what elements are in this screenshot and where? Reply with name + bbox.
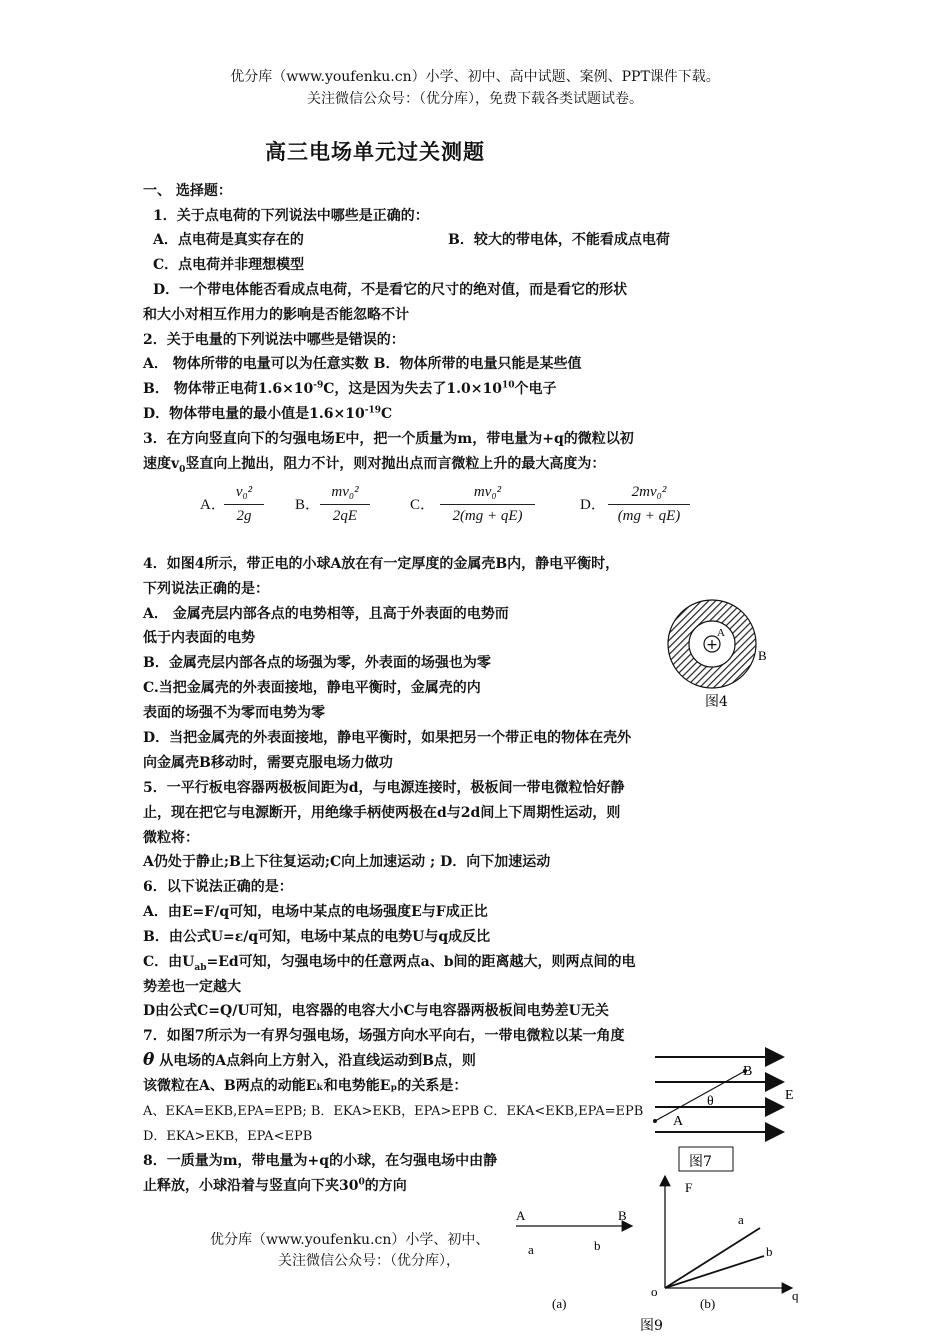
- q2-option-c: B． 物体带正电荷$1.6\times 10^{-9}C$，这是因为失去了$1.0\times 10^{10}$个电子: [143, 380, 557, 397]
- plus-sign: +: [706, 637, 718, 653]
- label-a: A: [717, 627, 725, 639]
- q5-line1: 5．一平行板电容器两极板间距为d，与电源连接时，极板间一带电微粒恰好静: [143, 780, 625, 796]
- footer-line-1: 优分库（www.youfenku.cn）小学、初中、: [210, 1232, 490, 1248]
- figure-9-diagram: [500, 1170, 810, 1340]
- q7-options-line2: D．EKA>EKB，EPA<EPB: [143, 1129, 313, 1144]
- q7-options-line1: A、EKA=EKB,EPA=EPB; B．EKA>EKB，EPA>EPB C．EKA<EKB,EPA=EPB: [143, 1104, 644, 1119]
- label-F: F: [685, 1180, 693, 1195]
- q4-line1: 4．如图4所示，带正电的小球A放在有一定厚度的金属壳B内，静电平衡时，: [143, 556, 620, 572]
- q4-option-b: B．金属壳层内部各点的场强为零，外表面的场强也为零: [143, 655, 491, 671]
- label-theta: θ: [707, 1094, 714, 1109]
- q1-option-a: A．点电荷是真实存在的: [153, 232, 304, 248]
- label-origin: o: [651, 1284, 658, 1299]
- q7-line1: 7．如图7所示为一有界匀强电场，场强方向水平向右，一带电微粒以某一角度: [143, 1028, 625, 1044]
- q3-option-b-label: B．: [295, 497, 321, 513]
- particle-path: [655, 1071, 745, 1121]
- q5-options: A仍处于静止;B上下往复运动;C向上加速运动 ; D．向下加速运动: [143, 854, 551, 870]
- figure-4-shell-diagram: [660, 592, 780, 717]
- q6-option-b: B．由公式U=ε/q可知，电场中某点的电势U与q成反比: [143, 929, 491, 945]
- q6-option-c-line1: C．由$U_{ab}=Ed$可知，匀强电场中的任意两点a、b间的距离越大，则两点间的电: [143, 954, 636, 973]
- q4-option-a-line2: 低于内表面的电势: [143, 630, 255, 646]
- q4-line2: 下列说法正确的是：: [143, 581, 269, 597]
- label-B: B: [618, 1208, 627, 1223]
- line-a: [665, 1228, 760, 1288]
- header-line-2: 关注微信公众号：（优分库），免费下载各类试题试卷。: [307, 91, 643, 107]
- q1-option-d-line1: D．一个带电体能否看成点电荷，不是看它的尺寸的绝对值，而是看它的形状: [153, 282, 628, 298]
- q3-option-a-fraction: $\frac{\text{v₀²}}{2g}$: [224, 484, 264, 525]
- q3-line1: 3．在方向竖直向下的匀强电场E中，把一个质量为m，带电量为+q的微粒以初: [143, 431, 634, 447]
- label-a: A: [673, 1114, 684, 1129]
- q3-option-d-label: D．: [580, 497, 606, 513]
- figure-4-caption: 图4: [705, 694, 728, 710]
- q2-options-ab: A． 物体所带的电量可以为任意实数 B．物体所带的电量只能是某些值: [143, 356, 582, 372]
- q4-option-c-line2: 表面的场强不为零而电势为零: [143, 705, 325, 721]
- caption-a: (a): [552, 1296, 567, 1311]
- q2-option-d: D．物体带电量的最小值是$1.6\times 10^{-19}C$: [143, 405, 393, 422]
- label-b: B: [743, 1064, 753, 1079]
- q1-option-c: C．点电荷并非理想模型: [153, 257, 305, 273]
- q3-option-b-fraction: $\frac{\text{mv₀²}}{2qE}$: [320, 484, 370, 525]
- caption-b: (b): [700, 1296, 716, 1311]
- label-b: B: [758, 648, 767, 663]
- footer-line-2: 关注微信公众号：（优分库），: [278, 1253, 460, 1269]
- q5-line3: 微粒将：: [143, 830, 199, 846]
- label-line-a: a: [738, 1212, 744, 1227]
- page-title: 高三电场单元过关测题: [265, 140, 485, 164]
- q4-option-d-line1: D．当把金属壳的外表面接地，静电平衡时，如果把另一个带正电的物体在壳外: [143, 730, 632, 746]
- line-b: [665, 1256, 764, 1288]
- label-A: A: [516, 1208, 526, 1223]
- figure-7-caption: 图7: [689, 1154, 712, 1170]
- label-a-segment: a: [528, 1242, 534, 1257]
- q8-line1: 8．一质量为m，带电量为+q的小球，在匀强电场中由静: [143, 1153, 498, 1169]
- label-q: q: [792, 1288, 799, 1303]
- q4-option-d-line2: 向金属壳B移动时，需要克服电场力做功: [143, 755, 393, 771]
- figure-7-field-diagram: [645, 1045, 805, 1173]
- figure-9-caption: 图9: [640, 1318, 663, 1334]
- q3-option-d-fraction: $\frac{\text{2mv₀²}}{(mg + qE)}$: [608, 484, 690, 525]
- q6-option-d: D由公式C=Q/U可知，电容器的电容大小C与电容器两极板间电势差U无关: [143, 1003, 609, 1019]
- q3-line2: 速度$v_0$竖直向上抛出，阻力不计，则对抛出点而言微粒上升的最大高度为：: [143, 456, 606, 475]
- label-e: E: [785, 1088, 794, 1103]
- q4-option-c-line1: C.当把金属壳的外表面接地，静电平衡时，金属壳的内: [143, 680, 481, 696]
- q7-line2: θ 从电场的A点斜向上方射入，沿直线运动到B点，则: [143, 1050, 476, 1070]
- section-heading: 一、 选择题：: [143, 183, 232, 199]
- q6-option-c-line2: 势差也一定越大: [143, 979, 241, 995]
- q1-option-b: B．较大的带电体，不能看成点电荷: [448, 232, 670, 248]
- q3-option-c-fraction: $\frac{\text{mv₀²}}{2(mg + qE)}$: [440, 484, 535, 525]
- label-line-b: b: [766, 1244, 773, 1259]
- q2-stem: 2．关于电量的下列说法中哪些是错误的：: [143, 332, 405, 348]
- q3-option-a-label: A．: [200, 497, 226, 513]
- q1-stem: 1．关于点电荷的下列说法中哪些是正确的：: [153, 208, 429, 224]
- q5-line2: 止，现在把它与电源断开，用绝缘手柄使两极在d与2d间上下周期性运动，则: [143, 805, 621, 821]
- q6-stem: 6．以下说法正确的是：: [143, 879, 293, 895]
- q4-option-a-line1: A． 金属壳层内部各点的电势相等，且高于外表面的电势而: [143, 606, 509, 622]
- point-a: [653, 1119, 657, 1123]
- q1-option-d-line2: 和大小对相互作用力的影响是否能忽略不计: [143, 307, 409, 323]
- q8-line2: 止释放，小球沿着与竖直向下夹$30^0$的方向: [143, 1177, 407, 1194]
- q6-option-a: A．由E=F/q可知，电场中某点的电场强度E与F成正比: [143, 904, 488, 920]
- header-line-1: 优分库（www.youfenku.cn）小学、初中、高中试题、案例、PPT课件下载。: [230, 69, 720, 85]
- label-b-segment: b: [594, 1238, 601, 1253]
- q3-option-c-label: C．: [410, 497, 436, 513]
- q7-line3: 该微粒在A、B两点的动能Eₖ和电势能Eₚ的关系是：: [143, 1078, 468, 1094]
